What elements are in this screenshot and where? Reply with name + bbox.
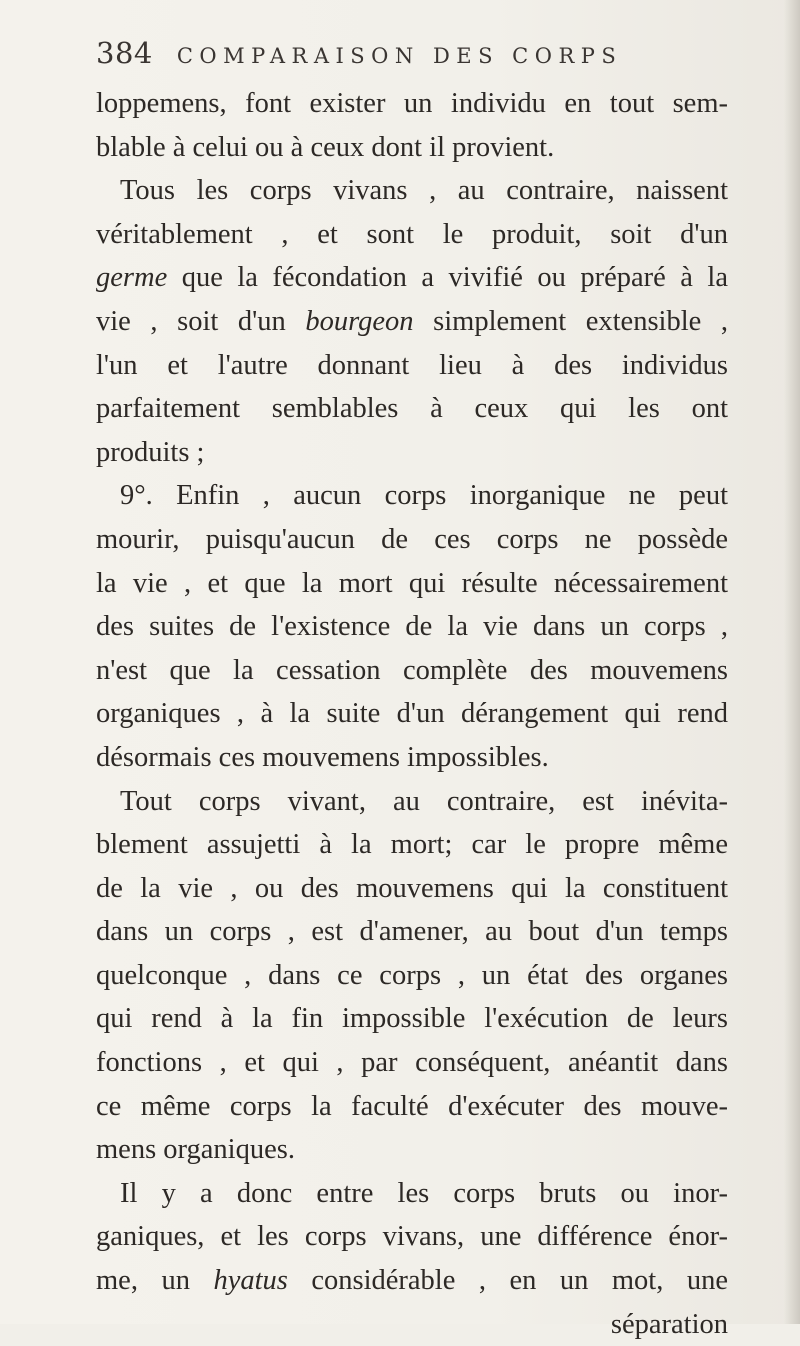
text-line: me, un hyatus considérable , en un mot, une — [96, 1265, 728, 1297]
text-line: n'est que la cessation complète des mouvemens — [96, 654, 728, 686]
text-line: Tous les corps vivans , au contraire, naissent — [120, 175, 728, 207]
text-line: quelconque , dans ce corps , un état des organes — [96, 959, 728, 991]
text-line: ce même corps la faculté d'exécuter des mouve- — [96, 1090, 728, 1122]
text-line: fonctions , et qui , par conséquent, anéantit dans — [96, 1047, 728, 1079]
text-line: Tout corps vivant, au contraire, est inévita- — [120, 785, 728, 817]
text-line: l'un et l'autre donnant lieu à des individus — [96, 349, 728, 381]
italic-term: hyatus — [213, 1265, 288, 1297]
text-line: de la vie , ou des mouvemens qui la constituent — [96, 872, 728, 904]
text-line: blable à celui ou à ceux dont il provient. — [96, 131, 555, 163]
page-number: 384 — [96, 36, 153, 70]
page-edge-shadow — [784, 0, 800, 1324]
text-line: des suites de l'existence de la vie dans un corps , — [96, 611, 728, 643]
text-line: qui rend à la fin impossible l'exécution de leurs — [96, 1003, 728, 1035]
text-line: loppemens, font exister un individu en tout sem- — [96, 88, 728, 119]
text-line: Il y a donc entre les corps bruts ou inor- — [120, 1177, 728, 1209]
text-line: ganiques, et les corps vivans, une différence énor- — [96, 1221, 728, 1253]
text-line: dans un corps , est d'amener, au bout d'un temps — [96, 916, 728, 948]
italic-term: bourgeon — [305, 305, 414, 337]
text-line: germe que la fécondation a vivifié ou préparé à la — [96, 262, 728, 294]
text-line: organiques , à la suite d'un dérangement qui rend — [96, 698, 728, 730]
text-line: la vie , et que la mort qui résulte nécessairement — [96, 567, 728, 599]
text-line: produits ; — [96, 436, 205, 468]
text-line: vie , soit d'un bourgeon simplement extensible , — [96, 305, 728, 337]
text-line: mens organiques. — [96, 1134, 295, 1166]
page-header — [96, 36, 716, 76]
text-line: parfaitement semblables à ceux qui les ont — [96, 393, 728, 425]
text-line: véritablement , et sont le produit, soit d'un — [96, 218, 728, 250]
italic-term: germe — [96, 262, 168, 294]
body-text — [96, 82, 728, 1346]
running-title: COMPARAISON DES CORPS — [176, 44, 623, 68]
text-line: blement assujetti à la mort; car le propre même — [96, 829, 728, 861]
text-line: désormais ces mouvemens impossibles. — [96, 741, 549, 773]
catchword: séparation — [610, 1308, 728, 1340]
text-line: 9°. Enfin , aucun corps inorganique ne peut — [120, 480, 728, 512]
text-line: mourir, puisqu'aucun de ces corps ne possède — [96, 523, 728, 555]
